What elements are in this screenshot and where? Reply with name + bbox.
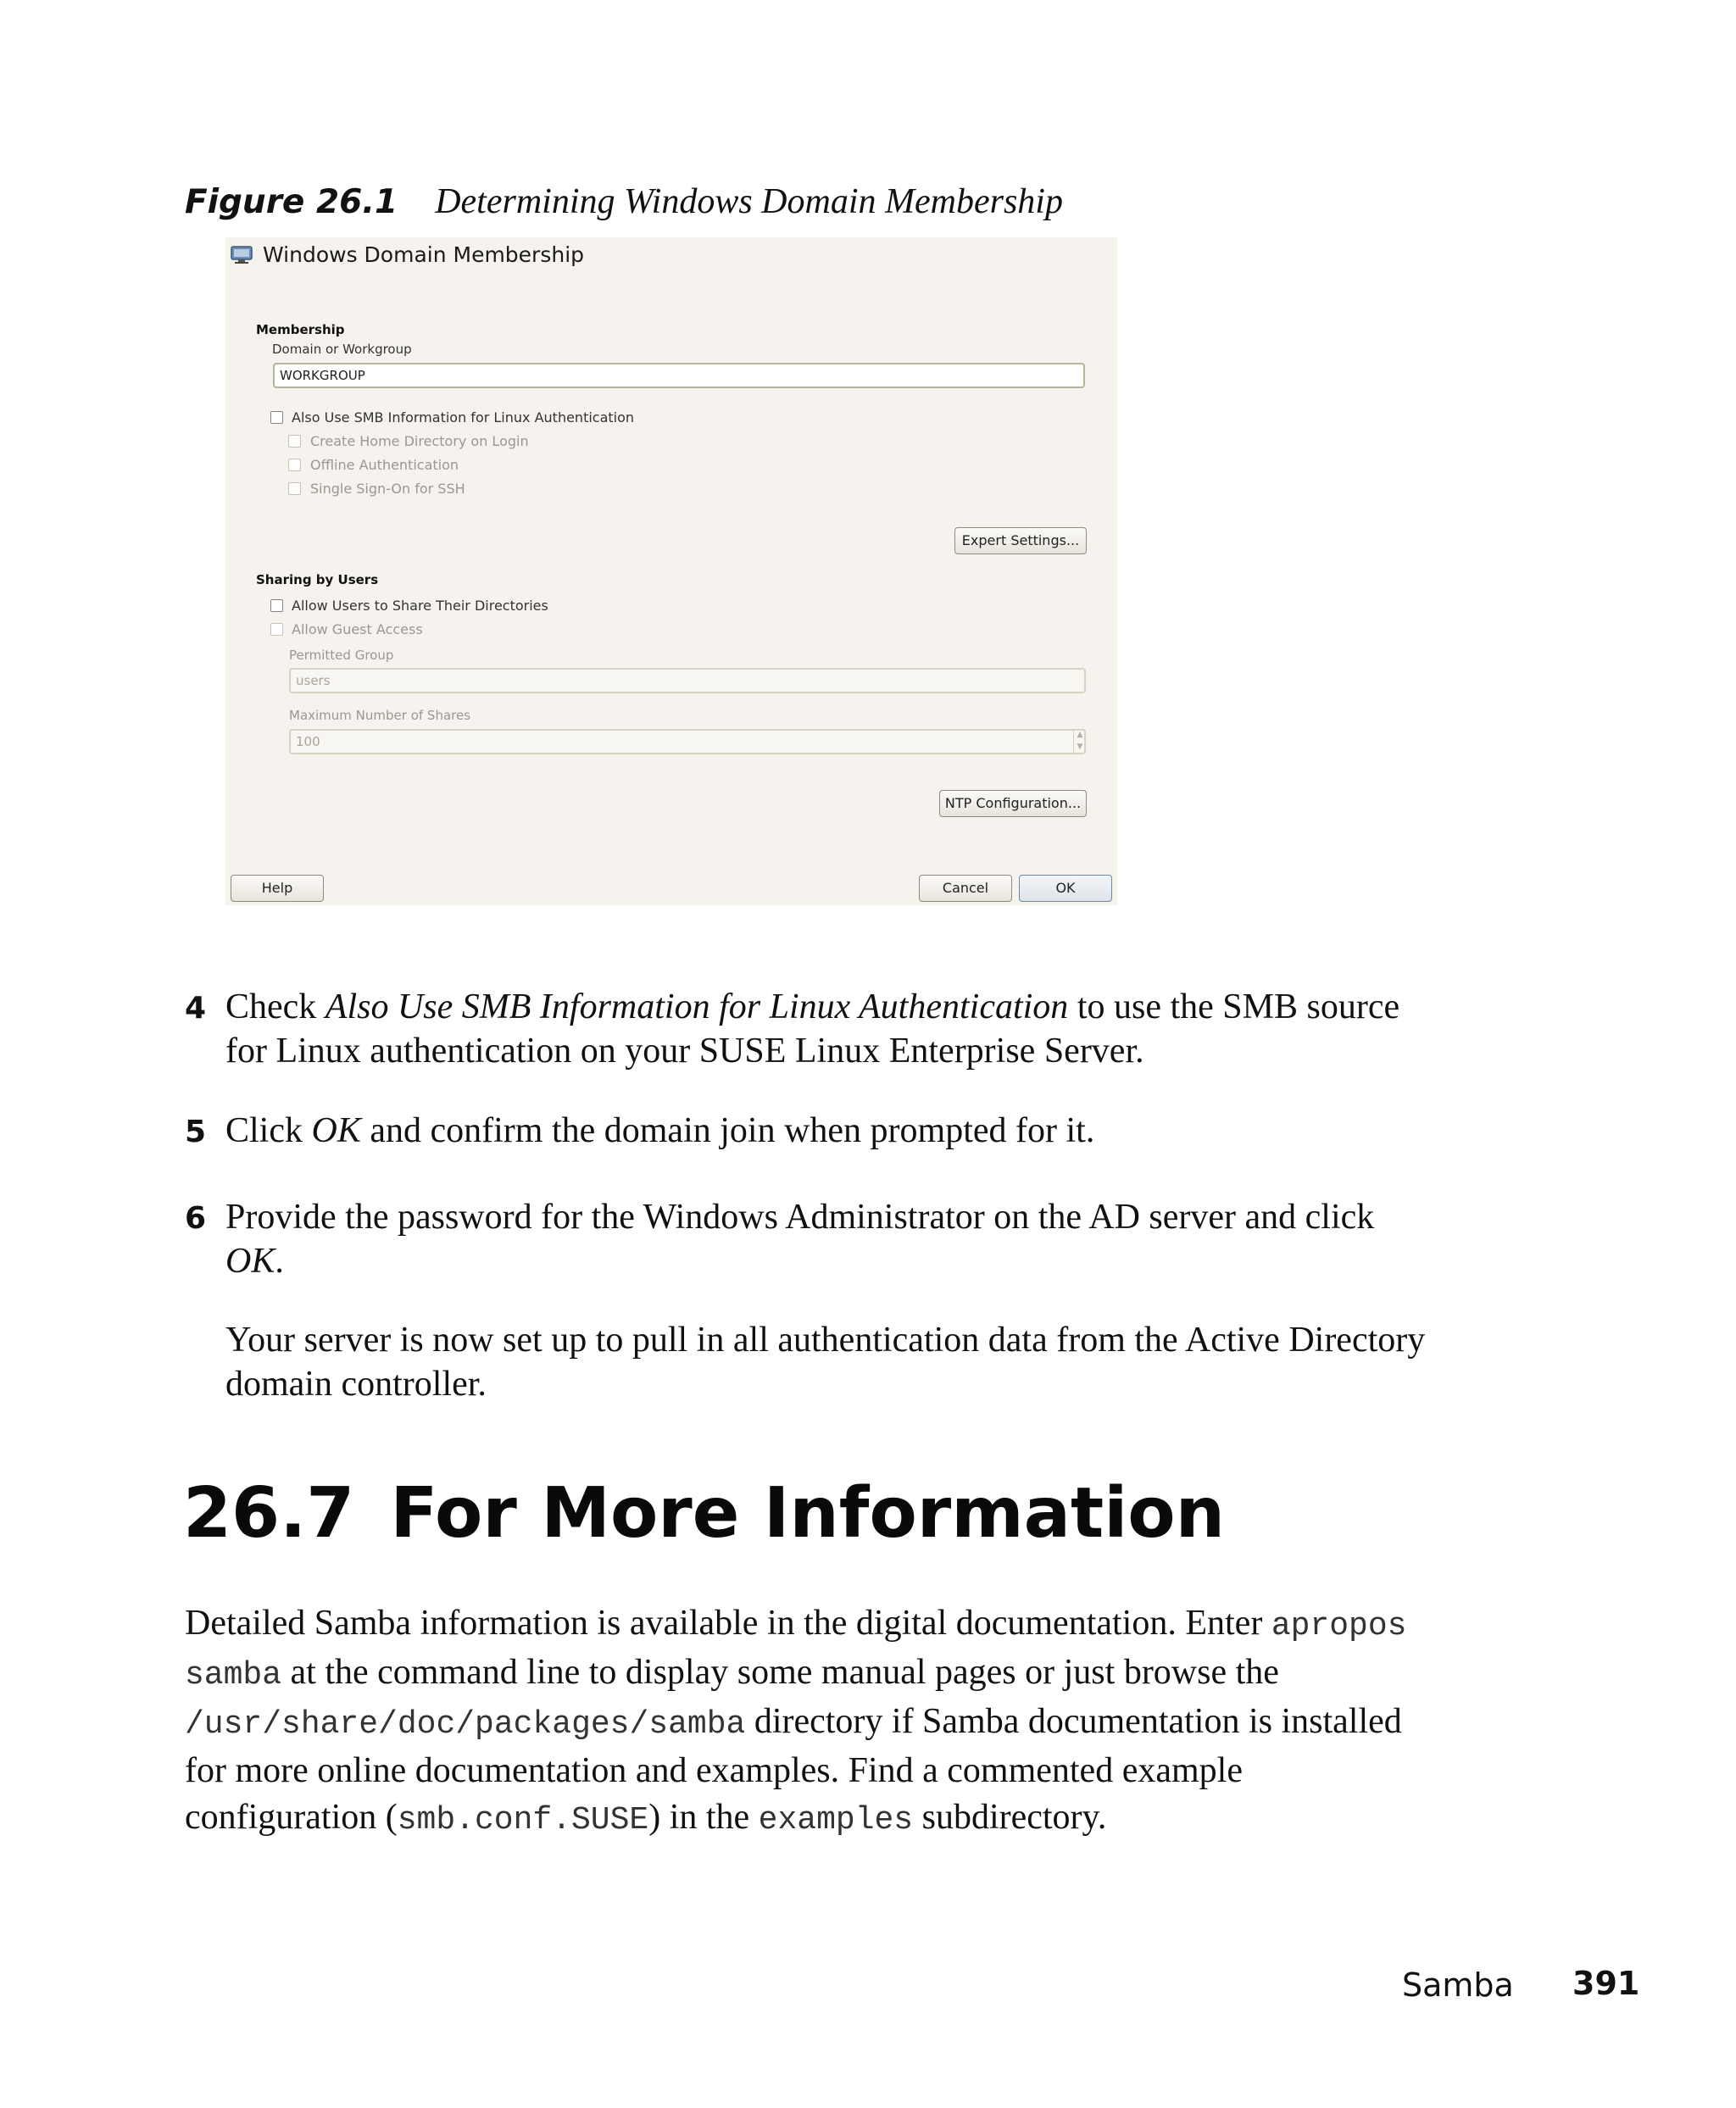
step-number: 6 xyxy=(185,1201,207,1236)
help-button[interactable]: Help xyxy=(231,875,324,902)
section-title: For More Information xyxy=(390,1473,1226,1554)
membership-section-label: Membership xyxy=(256,322,345,337)
config-filename: smb.conf.SUSE xyxy=(397,1802,649,1838)
expert-settings-button[interactable]: Expert Settings... xyxy=(954,527,1087,554)
domain-label: Domain or Workgroup xyxy=(272,342,412,357)
figure-title: Determining Windows Domain Membership xyxy=(435,182,1063,221)
samba-doc-path: /usr/share/doc/packages/samba xyxy=(185,1706,746,1743)
step-number: 5 xyxy=(185,1115,207,1149)
create-home-label: Create Home Directory on Login xyxy=(310,433,529,449)
figure-label: Figure 26.1 xyxy=(185,183,398,221)
step-emphasis: OK xyxy=(311,1111,361,1150)
sharing-section-label: Sharing by Users xyxy=(256,572,379,587)
section-heading xyxy=(183,1473,1225,1554)
dialog-title: Windows Domain Membership xyxy=(263,242,585,267)
computer-icon xyxy=(231,246,253,264)
step-6: 6 Provide the password for the Windows Administrator on the AD server and click OK. xyxy=(185,1198,1375,1281)
result-paragraph: Your server is now set up to pull in all authentication data from the Active Directory domain controller. xyxy=(225,1321,1426,1404)
more-info-paragraph: Detailed Samba information is available in the digital documentation. Enter apropos samba at the command line to display some manual pages or just browse the /usr/share/doc/packages/samba directory if Samba documentation is installed for more online documentation and examples. Find a commented example configuration (smb.conf.SUSE) in the examples subdirectory. xyxy=(185,1604,1407,1838)
allow-share-checkbox[interactable] xyxy=(270,599,283,612)
figure-caption xyxy=(185,181,1063,222)
ok-button[interactable]: OK xyxy=(1019,875,1112,902)
domain-membership-dialog xyxy=(225,237,1117,905)
step-emphasis: OK xyxy=(225,1242,275,1281)
command-apropos: apropos samba xyxy=(185,1608,1407,1694)
ntp-configuration-button[interactable]: NTP Configuration... xyxy=(939,790,1087,817)
permitted-group-input[interactable]: users xyxy=(289,668,1086,693)
max-shares-spinner[interactable] xyxy=(1073,729,1086,754)
allow-guest-checkbox[interactable] xyxy=(270,623,283,636)
create-home-checkbox[interactable] xyxy=(288,435,301,448)
max-shares-value: 100 xyxy=(296,734,320,749)
step-4: 4 Check Also Use SMB Information for Linux Authentication to use the SMB source for Linux authentication on your SUSE Linux Enterprise Server. xyxy=(185,987,1400,1071)
max-shares-label: Maximum Number of Shares xyxy=(289,708,471,723)
offline-auth-checkbox[interactable] xyxy=(288,459,301,471)
step-emphasis: Also Use SMB Information for Linux Authentication xyxy=(325,987,1069,1026)
step-number: 4 xyxy=(185,991,207,1026)
sso-label: Single Sign-On for SSH xyxy=(310,481,465,497)
step-5: 5 Click OK and confirm the domain join when prompted for it. xyxy=(185,1109,1422,1153)
spin-up-icon[interactable]: ▲ xyxy=(1077,731,1083,739)
domain-input[interactable]: WORKGROUP xyxy=(273,363,1085,388)
allow-guest-label: Allow Guest Access xyxy=(292,621,423,637)
use-smb-label: Also Use SMB Information for Linux Authentication xyxy=(292,409,635,425)
sso-checkbox[interactable] xyxy=(288,482,301,495)
offline-auth-label: Offline Authentication xyxy=(310,457,459,473)
spin-down-icon[interactable]: ▼ xyxy=(1077,743,1083,751)
footer-chapter: Samba xyxy=(1402,1966,1514,2004)
permitted-group-label: Permitted Group xyxy=(289,648,394,663)
section-number: 26.7 xyxy=(183,1473,355,1554)
allow-share-label: Allow Users to Share Their Directories xyxy=(292,598,548,614)
cancel-button[interactable]: Cancel xyxy=(919,875,1012,902)
examples-dirname: examples xyxy=(758,1802,914,1838)
page-number: 391 xyxy=(1572,1965,1640,2002)
max-shares-input[interactable] xyxy=(289,729,1086,754)
use-smb-checkbox[interactable] xyxy=(270,411,283,424)
